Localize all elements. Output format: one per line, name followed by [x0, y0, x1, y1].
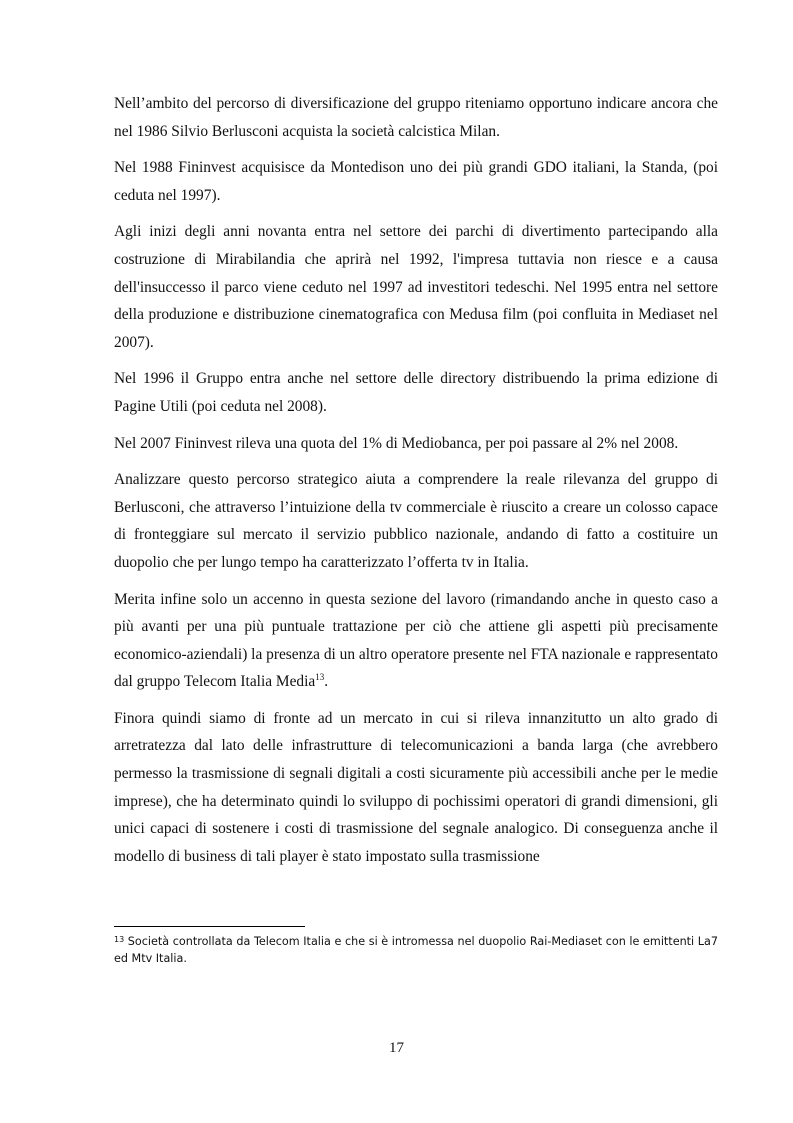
paragraph-standa: Nel 1988 Fininvest acquisisce da Montedison uno dei più grandi GDO italiani, la Standa, (poi ceduta nel 1997). [114, 159, 718, 204]
paragraph-telecom [114, 586, 718, 696]
paragraph-strategy: Analizzare questo percorso strategico aiuta a comprendere la reale rilevanza del gruppo di Berlusconi, che attraverso l’intuizione della tv commerciale è riuscito a creare un colosso capace di fronteggiare sul mercato il servizio pubblico nazionale, andando di fatto a costituire un duopolio che per lungo tempo ha caratterizzato l’offerta tv in Italia. [114, 471, 718, 571]
footnote-text: Società controllata da Telecom Italia e che si è intromessa nel duopolio Rai-Mediaset con le emittenti La7 ed Mtv Italia. [114, 935, 718, 965]
paragraph-mediobanca: Nel 2007 Fininvest rileva una quota del 1% di Mediobanca, per poi passare al 2% nel 2008. [114, 434, 679, 452]
footnote-reference[interactable]: 13 [315, 672, 325, 683]
paragraph-market: Finora quindi siamo di fronte ad un mercato in cui si rileva innanzitutto un alto grado di arretratezza dal lato delle infrastrutture di telecomunicazioni a banda larga (che avrebbero permesso la trasmissione di segnali digitali a costi sicuramente più accessibili anche per le medie imprese), che ha determinato quindi lo sviluppo di pochissimi operatori di grandi dimensioni, gli unici capaci di sostenere i costi di trasmissione del segnale analogico. Di conseguenza anche il modello di business di tali player è stato impostato sulla trasmissione [114, 709, 718, 865]
paragraph-pagine-utili: Nel 1996 il Gruppo entra anche nel settore delle directory distribuendo la prima edizione di Pagine Utili (poi ceduta nel 2008). [114, 370, 718, 415]
footnote [114, 933, 718, 967]
body-text [114, 90, 718, 879]
paragraph-mirabilandia: Agli inizi degli anni novanta entra nel settore dei parchi di divertimento partecipando alla costruzione di Mirabilandia che aprirà nel 1992, l'impresa tuttavia non riesce e a causa dell'insuccesso il parco viene ceduto nel 1997 ad investitori tedeschi. Nel 1995 entra nel settore della produzione e distribuzione cinematografica con Medusa film (poi confluita in Mediaset nel 2007). [114, 223, 718, 351]
footnote-separator [114, 926, 305, 927]
paragraph-telecom-period: . [324, 673, 329, 691]
footnote-number: 13 [114, 935, 125, 944]
paragraph-telecom-text: Merita infine solo un accenno in questa sezione del lavoro (rimandando anche in questo caso a più avanti per una più puntuale trattazione per ciò che attiene gli aspetti più precisamente economico-aziendali) la presenza di un altro operatore presente nel FTA nazionale e rappresentato dal gruppo Telecom Italia Media [114, 590, 718, 691]
paragraph-milan: Nell’ambito del percorso di diversificazione del gruppo riteniamo opportuno indicare ancora che nel 1986 Silvio Berlusconi acquista la società calcistica Milan. [114, 95, 718, 140]
page-number: 17 [389, 1040, 404, 1056]
